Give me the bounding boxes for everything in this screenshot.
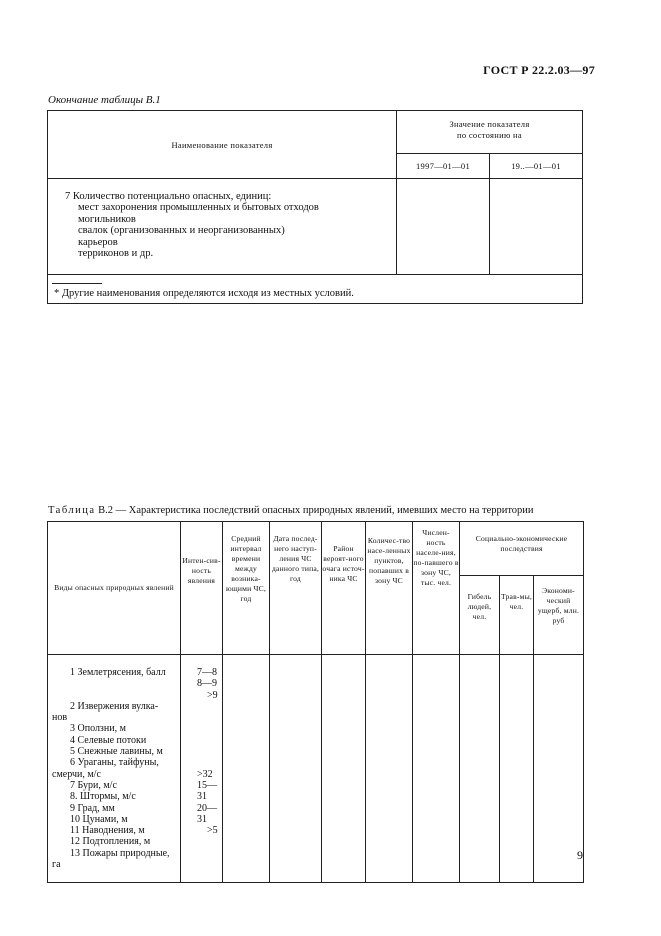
list-item: 8. Штормы, м/с (70, 791, 136, 803)
settlements-cell (366, 655, 413, 883)
indicator-list (48, 179, 397, 275)
list-item: 2 Извержения вулка- (70, 700, 159, 712)
indicator-row: могильников (78, 213, 136, 225)
col-socio-econ-header: Социально-экономические последствия (460, 522, 584, 576)
list-item: 13 Пожары природные, (70, 847, 170, 859)
col-deaths-header: Гибель людей, чел. (460, 576, 500, 655)
value-cell-1997 (397, 179, 490, 275)
indicator-row: свалок (организованных и неорганизованных) (78, 225, 285, 237)
indicator-row: карьеров (78, 236, 118, 248)
list-item: смерчи, м/с (52, 768, 101, 780)
list-item (48, 690, 180, 701)
injuries-cell (500, 655, 534, 883)
col-intensity-header: Интен-сив-ность явления (181, 522, 223, 655)
intensity-value: 7—8 (197, 667, 217, 678)
table2-caption (48, 505, 534, 516)
col-population-header: Числен-ность населе-ния, по-павшего в зону ЧС, тыс. чел. (413, 522, 460, 655)
indicator-row: мест захоронения промышленных и бытовых отходов (78, 202, 319, 214)
damage-cell (534, 655, 584, 883)
footnote-divider (52, 283, 102, 284)
col-damage-header: Экономи-ческий ущерб, млн. руб (534, 576, 584, 655)
list-item: 7 Бури, м/с (70, 779, 117, 791)
list-item: 4 Селевые потоки (70, 734, 147, 746)
table2-caption-label: Таблица (48, 505, 96, 516)
col-area-header: Район вероят-ного очага источ-ника ЧС (322, 522, 366, 655)
footnote-text: * Другие наименования определяются исходя из местных условий. (54, 288, 354, 299)
col-injuries-header: Трав-мы, чел. (500, 576, 534, 655)
list-item: 10 Цунами, м (70, 813, 128, 825)
list-item: 6 Ураганы, тайфуны, (70, 757, 159, 769)
footnote-cell (48, 275, 583, 304)
document-code: ГОСТ Р 22.2.03—97 (483, 63, 595, 77)
intensity-value: >9 (207, 689, 218, 701)
indicator-row: терриконов и др. (78, 248, 154, 260)
intensity-value: 20—31 (197, 802, 217, 825)
intensity-values (181, 655, 223, 883)
page-number: 9 (577, 848, 583, 862)
deaths-cell (460, 655, 500, 883)
area-cell (322, 655, 366, 883)
list-item: 1 Землетрясения, балл (70, 667, 166, 678)
interval-cell (223, 655, 270, 883)
value-cell-19xx (490, 179, 583, 275)
list-item: 3 Оползни, м (70, 723, 126, 735)
date1-header: 1997—01—01 (397, 154, 490, 179)
list-item: 9 Град, мм (70, 802, 115, 814)
list-item: 11 Наводнения, м (70, 825, 145, 837)
table1 (47, 110, 583, 304)
population-cell (413, 655, 460, 883)
date2-header: 19..—01—01 (490, 154, 583, 179)
intensity-value: 15—31 (197, 779, 217, 803)
indicator-row: 7 Количество потенциально опасных, единиц: (65, 191, 272, 202)
list-item: 12 Подтопления, м (70, 836, 151, 848)
col-types-header: Виды опасных природных явлений (48, 522, 181, 655)
intensity-value: >5 (207, 825, 218, 837)
last-date-cell (270, 655, 322, 883)
phenomena-list (48, 655, 181, 883)
list-item: нов (52, 712, 68, 724)
table1-caption: Окончание таблицы В.1 (48, 94, 161, 106)
table2 (47, 521, 584, 883)
list-item (48, 678, 180, 689)
list-item: га (52, 859, 61, 871)
col-settlements-header: Количес-тво насе-ленных пунктов, попавших в зону ЧС (366, 522, 413, 655)
intensity-value: >32 (197, 768, 213, 780)
col-name-header: Наименование показателя (48, 111, 397, 179)
table2-caption-text: В.2 — Характеристика последствий опасных природных явлений, имевших место на территории (98, 505, 534, 516)
col-last-date-header: Дата послед-него наступ-ления ЧС данного типа, год (270, 522, 322, 655)
list-item: 5 Снежные лавины, м (70, 746, 163, 758)
col-interval-header: Средний интервал времени между возника-ющими ЧС, год (223, 522, 270, 655)
col-value-header: Значение показателя по состоянию на (397, 111, 583, 154)
intensity-value: 8—9 (197, 678, 217, 690)
